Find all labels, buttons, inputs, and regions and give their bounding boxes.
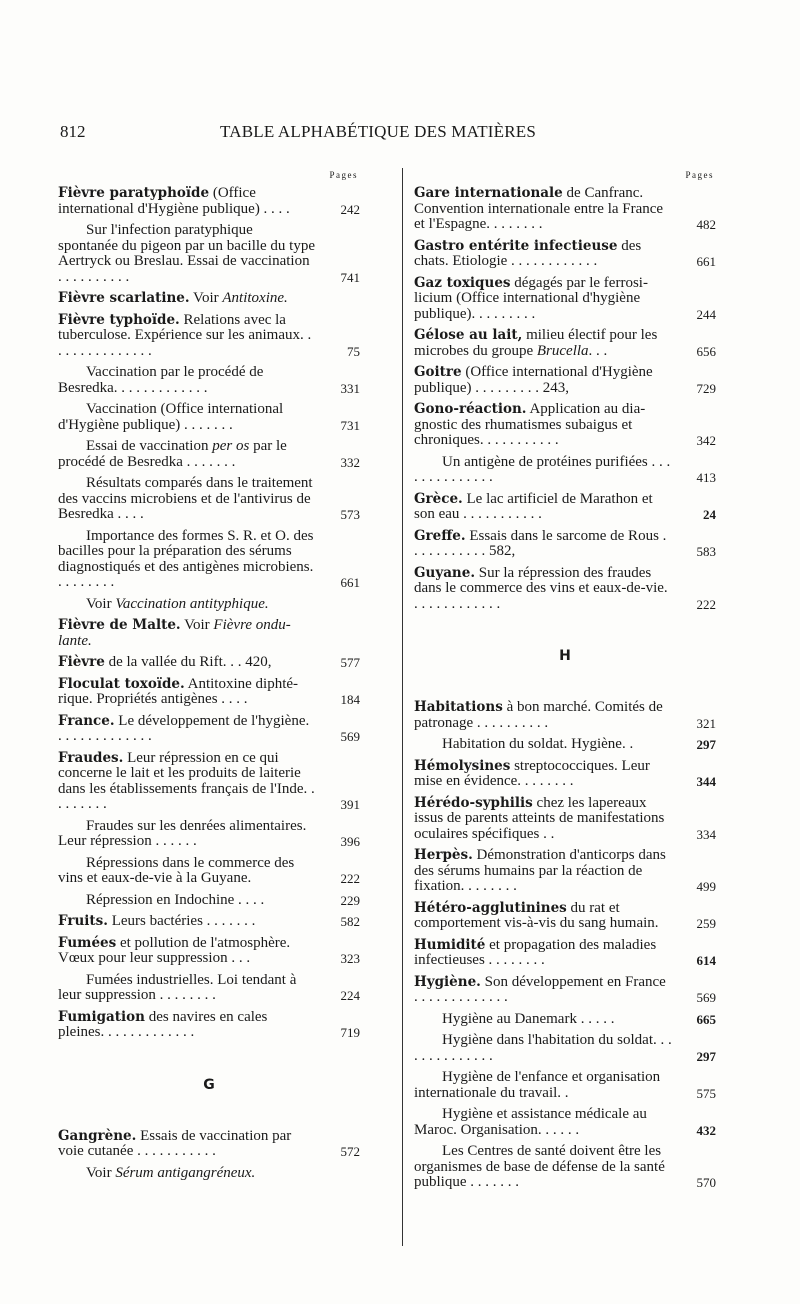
page-title: TABLE ALPHABÉTIQUE DES MATIÈRES [220,122,537,141]
entry-text: Répression en Indochine . . . . [86,891,265,908]
index-subentry [58,439,360,470]
page-ref: 184 [340,692,360,707]
entry-text: à bon marché. Comités de patronage . . . . . . . . . . [414,699,663,731]
entry-text: Un antigène de protéines purifiées . . . . . . . . . . . . . . [414,453,671,485]
entry-text: dégagés par le ferrosilicium (Office international d'hygiène publique). . . . . . . . . [414,274,648,322]
entry-text: Hygiène au Danemark . . . . . [442,1010,615,1027]
index-entry [414,848,716,895]
index-entry [414,492,716,523]
page-ref: 656 [696,343,716,359]
entry-heading: Habitations [414,699,503,715]
entry-italic: per os [212,438,250,454]
page-ref: 332 [340,454,360,470]
index-subentry [58,476,360,523]
index-entry [414,901,716,932]
entry-heading: Gaz toxiques [414,274,511,291]
entry-heading: Fièvre de Malte. [58,617,181,633]
page-ref: 344 [696,774,716,789]
entry-text: de la vallée du Rift. . . 420, [104,654,272,670]
index-entry [414,186,716,233]
page-header [60,122,740,146]
section-letter-g: G [203,1076,215,1093]
page-ref: 719 [340,1025,360,1040]
entry-text: Voir [86,1164,116,1181]
page-ref: 575 [696,1085,716,1101]
entry-text: milieu électif pour les microbes du groupe [414,327,658,359]
index-entry [58,186,360,217]
entry-heading: Fruits. [58,913,108,929]
entry-text: Relations avec la tuberculose. Expérience sur les animaux. . . . . . . . . . . . . . . [58,311,312,359]
entry-heading: Gastro entérite infectieuse [414,237,618,254]
entry-text: Leurs bactéries . . . . . . . [107,913,256,929]
index-entry [58,751,360,813]
entry-heading: Humidité [414,936,486,953]
index-entry [58,618,360,649]
entry-heading: Herpès. [414,847,473,863]
entry-text: (Office international d'Hygiène publique) . . . . [58,185,290,217]
page-ref: 482 [696,217,716,232]
cross-reference: Fièvre ondulante. [58,617,291,649]
page-ref: 665 [696,1011,716,1027]
page-ref: 222 [696,596,716,612]
entry-heading: Fièvre typhoïde. [58,311,180,328]
cross-reference: Sérum antigangréneux. [115,1164,256,1181]
page-ref: 297 [696,737,716,752]
index-subentry [414,1144,716,1191]
entry-heading: Fièvre [58,654,105,670]
page-ref: 224 [340,988,360,1003]
entry-text: Voir [180,617,214,633]
entry-heading: Gare internationale [414,185,563,201]
page-ref: 741 [340,269,360,285]
page-ref: 570 [696,1175,716,1190]
page-ref: 577 [340,655,360,670]
cross-reference: Vaccination antityphique. [115,595,269,612]
entry-text: Le lac artificiel de Marathon et son eau . . . . . . . . . . . [414,490,653,522]
index-subentry [58,597,360,613]
right-column [414,170,716,1197]
page-ref: 569 [340,729,360,744]
page-ref: 331 [340,380,360,396]
entry-text: (Office international d'Hygiène publique) . . . . . . . . . 243, [414,364,653,396]
entry-heading: Hérédo-syphilis [414,794,533,811]
entry-text: et pollution de l'atmosphère. Vœux pour leur suppression . . . [58,934,291,966]
entry-heading: Fièvre scarlatine. [58,290,190,306]
entry-text: Les Centres de santé doivent être les organismes de base de défense de la santé publique . . . . . . . [414,1143,665,1190]
entry-text: chez les lapereaux issus de parents atteints de manifestations oculaires spécifiques . . [414,794,665,842]
entry-text: Le développement de l'hygiène. . . . . . . . . . . . . . [58,712,310,744]
index-subentry [58,529,360,591]
entry-text: Résultats comparés dans le traitement des vaccins microbiens et de l'antivirus de Besredka . . . . [58,475,313,522]
page-ref: 729 [696,380,716,396]
entry-heading: Fumigation [58,1008,145,1025]
page-ref: 614 [696,953,716,968]
entry-text: Essai de vaccination [86,438,213,454]
page-ref: 244 [696,306,716,322]
index-subentry [414,1107,716,1138]
index-entry [58,714,360,745]
page-ref: 583 [696,544,716,559]
left-column [58,170,360,1187]
page-ref: 391 [340,797,360,812]
entry-heading: Hémolysines [414,757,511,774]
index-entry [414,402,716,449]
entry-text: Fraudes sur les denrées alimentaires. Leur répression . . . . . . [58,817,307,849]
page-ref: 396 [340,834,360,849]
page-ref: 572 [340,1144,360,1159]
page-number: 812 [60,122,86,141]
page-ref: 573 [340,507,360,522]
index-entry [58,291,360,307]
entry-text: Vaccination par le procédé de Besredka. . . . . . . . . . . . . [58,364,264,396]
index-subentry [414,737,716,753]
entry-heading: Grèce. [414,490,463,507]
entry-text: Voir [86,595,116,612]
entry-heading: France. [58,712,115,729]
entry-heading: Gono-réaction. [414,401,527,417]
page-ref: 661 [340,575,360,590]
entry-text: Essais de vaccination par voie cutanée . . . . . . . . . . . [58,1127,292,1159]
index-subentry [58,973,360,1004]
section-letter-h: H [559,648,571,664]
entry-text: Habitation du soldat. Hygiène. . [442,736,634,752]
page-ref: 242 [340,201,360,217]
page-ref: 661 [696,254,716,269]
index-entry [414,796,716,843]
index-subentry [58,223,360,285]
index-entry [58,313,360,360]
page-ref: 334 [696,826,716,842]
page-ref: 222 [340,871,360,886]
entry-heading: Fraudes. [58,749,124,766]
entry-heading: Hygiène. [414,973,481,990]
page-ref: 75 [347,343,360,359]
page-ref: 499 [696,879,716,894]
entry-heading: Goitre [414,364,462,380]
index-subentry [414,1012,716,1028]
entry-text: . . . [588,342,608,359]
entry-text: Vaccination (Office international d'Hygiène publique) . . . . . . . [58,401,284,433]
entry-text: Voir [189,290,223,306]
page-ref: 24 [703,507,716,522]
entry-heading: Fièvre paratyphoïde [58,185,210,201]
entry-heading: Guyane. [414,564,476,581]
index-entry [414,975,716,1006]
pages-label: Pages [685,170,714,180]
index-subentry [58,1166,360,1182]
index-subentry [58,402,360,433]
entry-text: Sur l'infection paratyphique spontanée du pigeon par un bacille du type Aertryck ou Breslau. Essai de vaccination . . . . . . . . . . [58,222,316,285]
entry-text: Sur la répression des fraudes dans le commerce des vins et eaux-de-vie. . . . . . . . . . . . . [414,564,668,612]
entry-heading: Hétéro-agglutinines [414,899,567,916]
index-entry [414,365,716,396]
entry-heading: Floculat toxoïde. [58,675,185,692]
entry-text: Son développement en France . . . . . . . . . . . . . [414,973,666,1005]
index-subentry [58,893,360,909]
entry-text: Application au diagnostic des rhumatismes subaigus et chroniques. . . . . . . . . . . [414,401,646,448]
entry-text: Hygiène dans l'habitation du soldat. . . . . . . . . . . . . . [414,1032,672,1064]
entry-text: Démonstration d'anticorps dans des sérums humains par la réaction de fixation. . . . . . . . [414,847,666,894]
page-ref: 342 [696,433,716,448]
entry-text: Répressions dans le commerce des vins et eaux-de-vie à la Guyane. [58,854,295,886]
page-ref: 432 [696,1122,716,1138]
page-ref: 259 [696,916,716,931]
index-entry [414,529,716,560]
index-entry [58,655,360,671]
index-entry [58,936,360,967]
index-entry [414,328,716,359]
entry-heading: Fumées [58,934,117,951]
index-subentry [58,856,360,887]
page-ref: 229 [340,892,360,908]
entry-text: par le procédé de Besredka . . . . . . . [58,438,287,470]
index-entry [414,759,716,790]
page-ref: 569 [696,990,716,1005]
pages-label: Pages [329,170,358,180]
entry-text: des chats. Etiologie . . . . . . . . . . . . [414,237,642,269]
page-ref: 731 [340,417,360,433]
page-ref: 582 [340,914,360,929]
entry-text: Hygiène de l'enfance et organisation internationale du travail. . [414,1069,661,1101]
page-ref: 323 [340,951,360,966]
index-entry [414,566,716,613]
entry-text: et propagation des maladies infectieuses . . . . . . . . [414,936,657,968]
index-entry [414,239,716,270]
index-subentry [414,455,716,486]
entry-text: Antitoxine diphtérique. Propriétés antigènes . . . . [58,675,299,707]
entry-text: Fumées industrielles. Loi tendant à leur suppression . . . . . . . . [58,971,297,1003]
index-entry [58,1010,360,1041]
entry-text: Essais dans le sarcome de Rous . . . . . . . . . . . 582, [414,527,667,559]
page-ref: 321 [696,715,716,731]
entry-text: Importance des formes S. R. et O. des bacilles pour la préparation des sérums diagnostiqués et des antigènes microbiens. . . . . . . . . [58,527,314,590]
index-subentry [414,1070,716,1101]
index-subentry [58,819,360,850]
entry-text: des navires en cales pleines. . . . . . . . . . . . . [58,1008,268,1040]
page-ref: 413 [696,470,716,485]
entry-italic: Brucella [536,342,589,359]
index-subentry [58,365,360,396]
index-entry [414,276,716,323]
index-subentry [414,1033,716,1064]
entry-heading: Gangrène. [58,1127,137,1144]
entry-heading: Gélose au lait, [414,327,523,343]
entry-text: streptococciques. Leur mise en évidence. . . . . . . . [414,757,650,789]
index-entry [414,938,716,969]
index-entry [58,677,360,708]
entry-text: Hygiène et assistance médicale au Maroc. Organisation. . . . . . [414,1106,647,1138]
entry-heading: Greffe. [414,527,466,544]
cross-reference: Antitoxine. [222,290,288,306]
entry-text: de Canfranc. Convention internationale entre la France et l'Espagne. . . . . . . . [414,185,664,232]
index-entry [414,700,716,731]
page-ref: 297 [696,1048,716,1064]
index-entry [58,914,360,930]
entry-text: Leur répression en ce qui concerne le lait et les produits de laiterie dans les établissements français de l'Inde. . . . . . . . . [58,749,315,812]
entry-text: du rat et comportement vis-à-vis du sang humain. [414,899,659,931]
column-divider [402,168,403,1246]
index-entry [58,1129,360,1160]
